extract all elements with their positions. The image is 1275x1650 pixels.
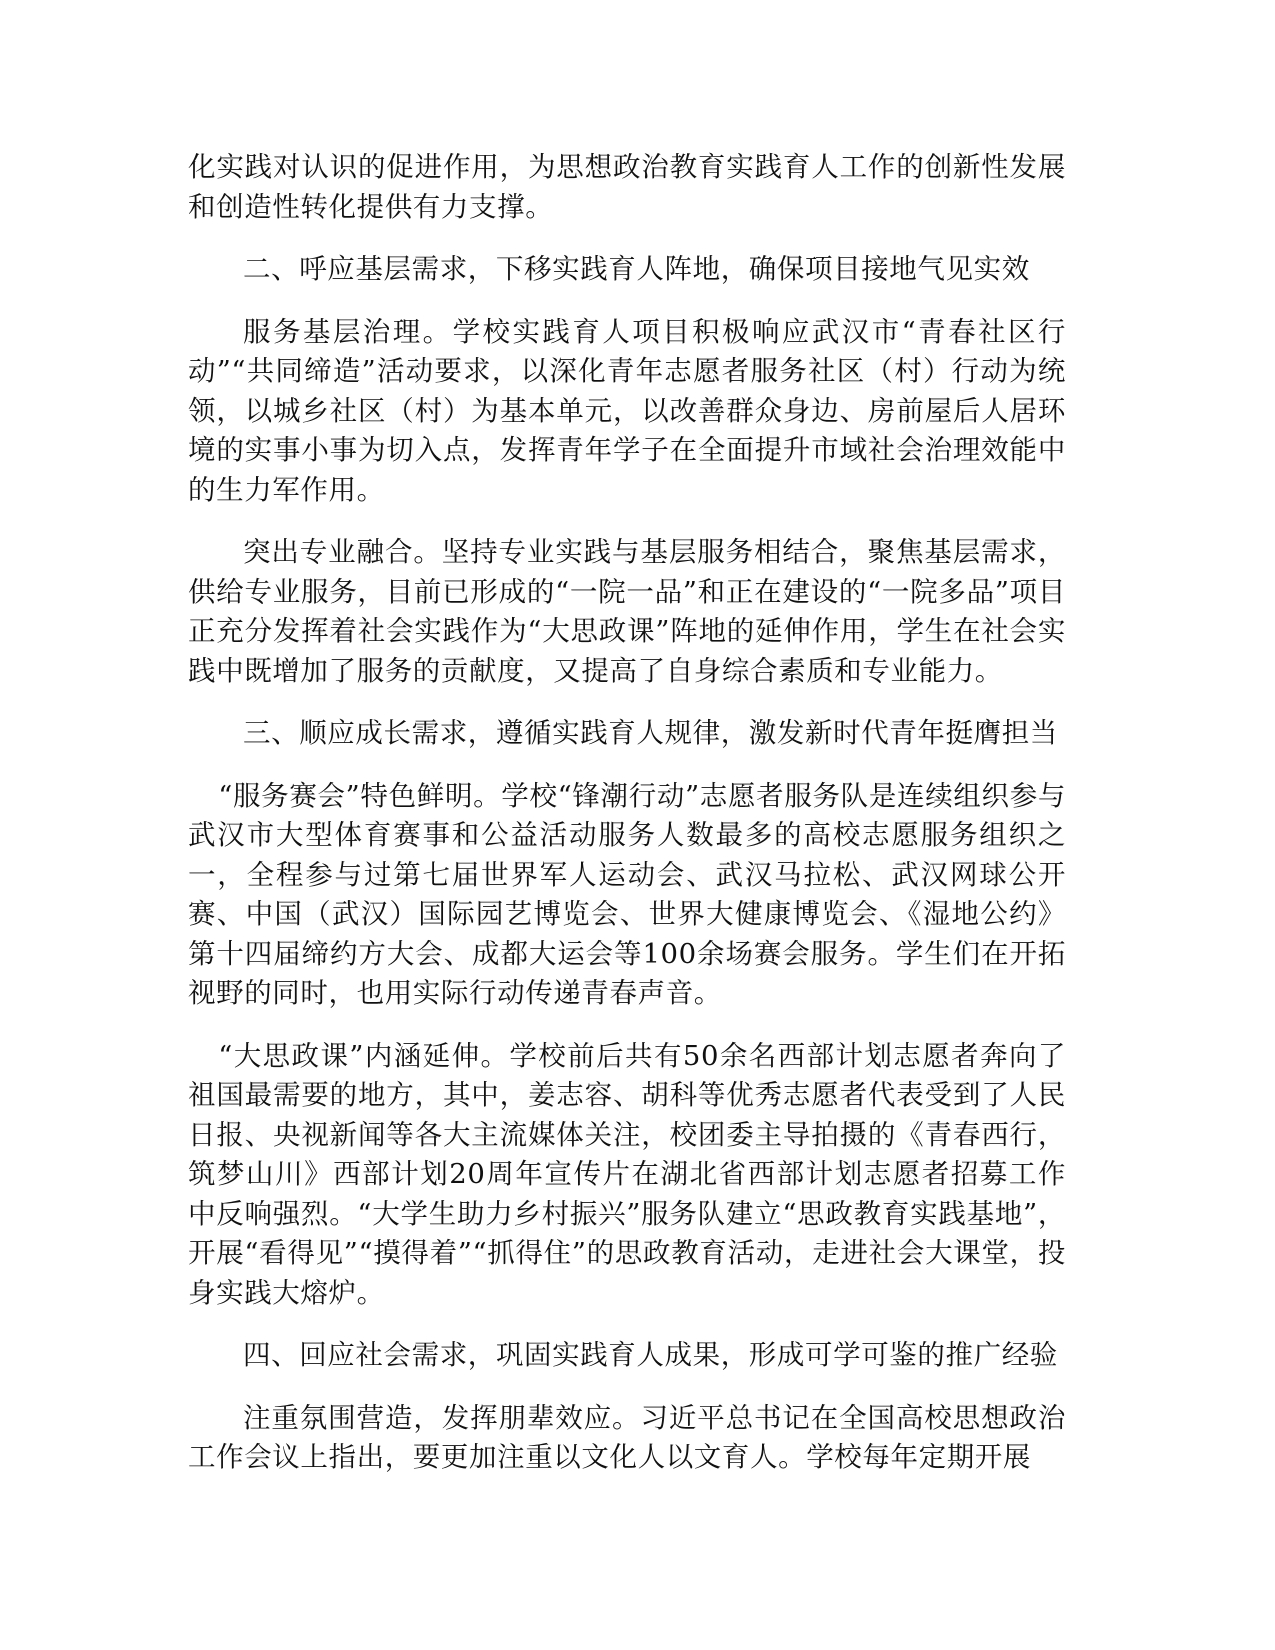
- section-heading-4: 四、回应社会需求，巩固实践育人成果，形成可学可鉴的推广经验: [243, 1339, 1058, 1371]
- document-page: [188, 148, 1066, 1501]
- section-heading-2: 二、呼应基层需求，下移实践育人阵地，确保项目接地气见实效: [243, 253, 1030, 285]
- section-heading-3: 三、顺应成长需求，遵循实践育人规律，激发新时代青年挺膺担当: [243, 717, 1058, 749]
- paragraph-atmosphere: 注重氛围营造，发挥朋辈效应。习近平总书记在全国高校思想政治工作会议上指出，要更加注重以文化人以文育人。学校每年定期开展: [188, 1401, 1066, 1473]
- paragraph-continuation: 化实践对认识的促进作用，为思想政治教育实践育人工作的创新性发展和创造性转化提供有力支撑。: [188, 151, 1066, 223]
- paragraph-ideological-course: “大思政课”内涵延伸。学校前后共有50余名西部计划志愿者奔向了祖国最需要的地方，其中，姜志容、胡科等优秀志愿者代表受到了人民日报、央视新闻等各大主流媒体关注，校团委主导拍摄的《青春西行，筑梦山川》西部计划20周年宣传片在湖北省西部计划志愿者招募工作中反响强烈。“大学生助力乡村振兴”服务队建立“思政教育实践基地”，开展“看得见”“摸得着”“抓得住”的思政教育活动，走进社会大课堂，投身实践大熔炉。: [188, 1039, 1066, 1309]
- paragraph-professional-integration: 突出专业融合。坚持专业实践与基层服务相结合，聚焦基层需求，供给专业服务，目前已形成的“一院一品”和正在建设的“一院多品”项目正充分发挥着社会实践作为“大思政课”阵地的延伸作用，学生在社会实践中既增加了服务的贡献度，又提高了自身综合素质和专业能力。: [188, 536, 1066, 687]
- paragraph-event-service: “服务赛会”特色鲜明。学校“锋潮行动”志愿者服务队是连续组织参与武汉市大型体育赛事和公益活动服务人数最多的高校志愿服务组织之一，全程参与过第七届世界军人运动会、武汉马拉松、武汉网球公开赛、中国（武汉）国际园艺博览会、世界大健康博览会、《湿地公约》第十四届缔约方大会、成都大运会等100余场赛会服务。学生们在开拓视野的同时，也用实际行动传递青春声音。: [188, 779, 1066, 1009]
- paragraph-grassroots-governance: 服务基层治理。学校实践育人项目积极响应武汉市“青春社区行动”“共同缔造”活动要求，以深化青年志愿者服务社区（村）行动为统领，以城乡社区（村）为基本单元，以改善群众身边、房前屋后人居环境的实事小事为切入点，发挥青年学子在全面提升市域社会治理效能中的生力军作用。: [188, 315, 1066, 506]
